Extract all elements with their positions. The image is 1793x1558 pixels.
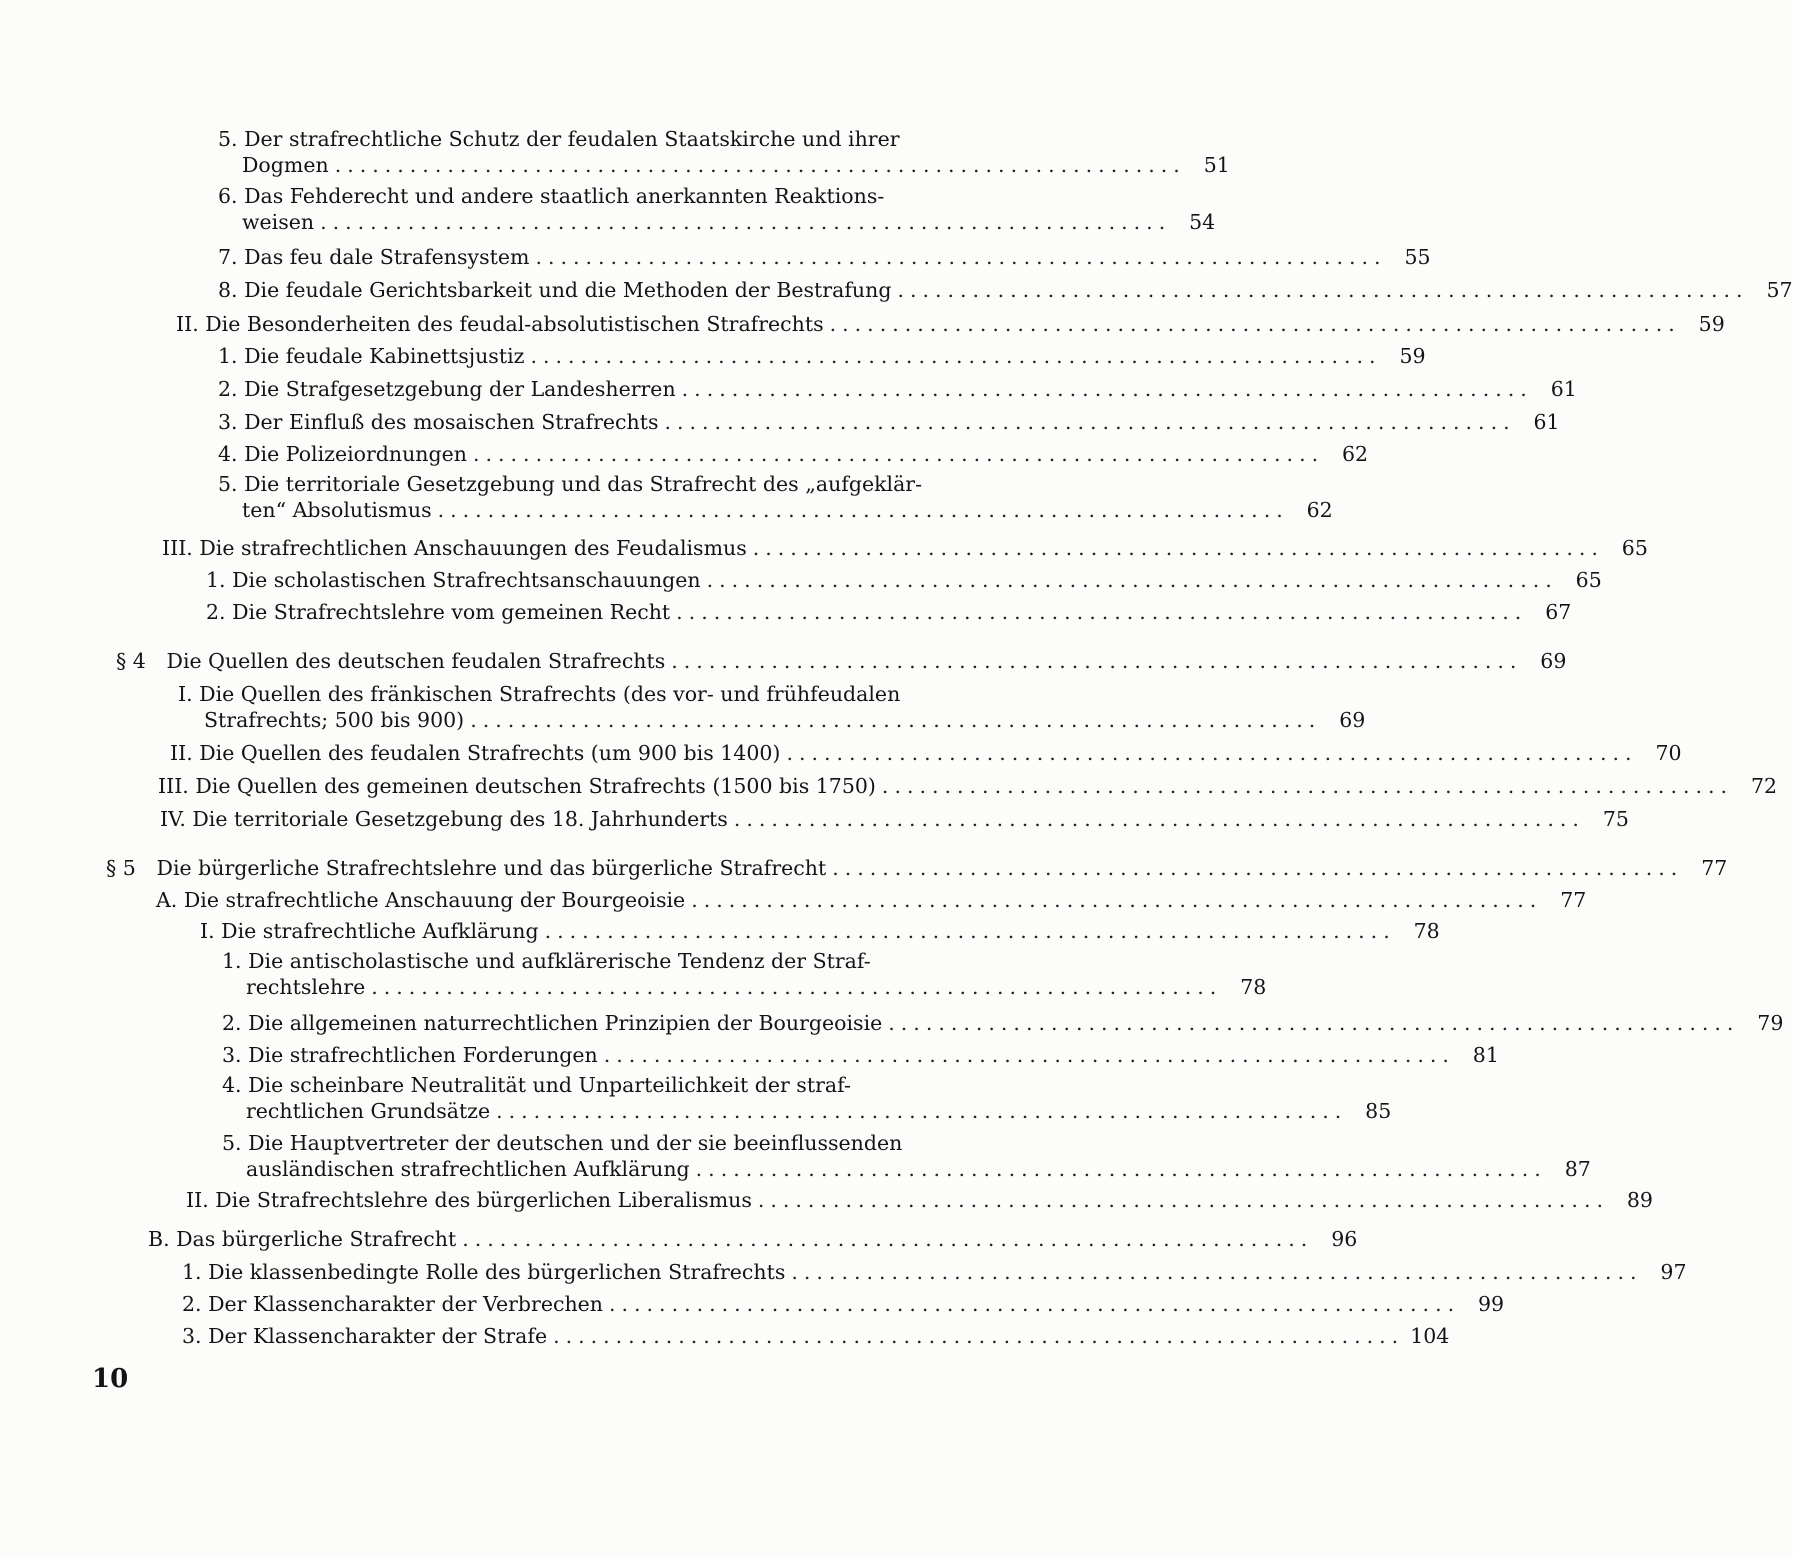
- entry-page: 97: [1660, 1260, 1687, 1284]
- entry-page: 62: [1342, 442, 1369, 466]
- entry-page: 70: [1655, 741, 1682, 765]
- entry-title: Die Hauptvertreter der deutschen und der sie beeinflussenden: [248, 1131, 903, 1155]
- entry-page: 89: [1626, 1188, 1653, 1212]
- toc-entry: 2. Die allgemeinen naturrechtlichen Prinzipien der Bourgeoisie .................................................................... 79: [222, 1011, 1784, 1035]
- entry-number: 5.: [222, 1131, 242, 1155]
- entry-page: 87: [1564, 1157, 1591, 1181]
- toc-entry: 4. Die Polizeiordnungen .................................................................... 62: [218, 442, 1369, 466]
- entry-number: 6.: [218, 184, 238, 208]
- entry-number: II.: [186, 1188, 209, 1212]
- entry-title: Der Klassencharakter der Strafe: [208, 1324, 548, 1348]
- entry-number: A.: [156, 888, 178, 912]
- entry-title: Die territoriale Gesetzgebung und das Strafrecht des „aufgeklär-: [244, 472, 923, 496]
- entry-title: Die Besonderheiten des feudal-absolutistischen Strafrechts: [205, 312, 824, 336]
- entry-title: Der strafrechtliche Schutz der feudalen Staatskirche und ihrer: [244, 127, 900, 151]
- entry-number: 1.: [182, 1260, 202, 1284]
- entry-page: 67: [1545, 600, 1572, 624]
- toc-entry: 5. Die territoriale Gesetzgebung und das Strafrecht des „aufgeklär- ten“ Absolutismus .................................................................... 62: [218, 472, 1333, 522]
- entry-number: 5.: [218, 472, 238, 496]
- toc-entry: A. Die strafrechtliche Anschauung der Bourgeoisie .................................................................... 77: [156, 888, 1587, 912]
- entry-number: 5.: [218, 127, 238, 151]
- entry-page: 51: [1203, 153, 1230, 177]
- entry-page: 96: [1331, 1227, 1358, 1251]
- entry-page: 57: [1766, 278, 1793, 302]
- entry-title: Die Quellen des gemeinen deutschen Strafrechts (1500 bis 1750): [195, 774, 876, 798]
- entry-number: 3.: [222, 1043, 242, 1067]
- entry-page: 72: [1750, 774, 1778, 798]
- entry-number: 1.: [218, 344, 238, 368]
- entry-page: 59: [1399, 344, 1426, 368]
- entry-number: I.: [200, 919, 215, 943]
- toc-entry: 3. Die strafrechtlichen Forderungen .................................................................... 81: [222, 1043, 1499, 1067]
- entry-title: Die antischolastische und aufklärerische Tendenz der Straf-: [248, 949, 871, 973]
- entry-number: III.: [158, 774, 189, 798]
- entry-title: Die klassenbedingte Rolle des bürgerlichen Strafrechts: [208, 1260, 786, 1284]
- entry-title-cont: Strafrechts; 500 bis 900): [204, 708, 465, 732]
- entry-title-cont: ten“ Absolutismus: [242, 498, 432, 522]
- entry-title: Die bürgerliche Strafrechtslehre und das bürgerliche Strafrecht: [156, 856, 827, 880]
- toc-entry: 3. Der Klassencharakter der Strafe .................................................................... 104: [182, 1324, 1450, 1348]
- entry-page: 54: [1189, 210, 1216, 234]
- entry-page: 85: [1365, 1099, 1392, 1123]
- toc-entry: § 5 Die bürgerliche Strafrechtslehre und das bürgerliche Strafrecht .................................................................... 77: [106, 856, 1728, 880]
- entry-title-cont: Dogmen: [242, 153, 329, 177]
- toc-entry: 1. Die klassenbedingte Rolle des bürgerlichen Strafrechts .................................................................... 97: [182, 1260, 1687, 1284]
- entry-title: Die strafrechtlichen Anschauungen des Feudalismus: [199, 536, 747, 560]
- entry-title: Die Strafrechtslehre vom gemeinen Recht: [232, 600, 671, 624]
- toc-entry: B. Das bürgerliche Strafrecht .................................................................... 96: [148, 1227, 1358, 1251]
- entry-number: 2.: [206, 600, 226, 624]
- entry-title-cont: rechtslehre: [246, 975, 366, 999]
- toc-entry: II. Die Quellen des feudalen Strafrechts (um 900 bis 1400) .................................................................... 70: [170, 741, 1682, 765]
- entry-title-cont: ausländischen strafrechtlichen Aufklärung: [246, 1157, 690, 1181]
- entry-page: 104: [1410, 1324, 1450, 1348]
- entry-page: 61: [1533, 410, 1560, 434]
- entry-page: 61: [1550, 377, 1577, 401]
- entry-number: II.: [176, 312, 199, 336]
- toc-entry: 2. Der Klassencharakter der Verbrechen .................................................................... 99: [182, 1292, 1505, 1316]
- toc-entry: II. Die Strafrechtslehre des bürgerlichen Liberalismus .................................................................... 89: [186, 1188, 1653, 1212]
- entry-number: B.: [148, 1227, 170, 1251]
- toc-entry: 1. Die antischolastische und aufklärerische Tendenz der Straf- rechtslehre .................................................................... 78: [222, 949, 1267, 999]
- entry-number: IV.: [160, 807, 186, 831]
- entry-number: II.: [170, 741, 193, 765]
- entry-page: 99: [1478, 1292, 1505, 1316]
- toc-entry: 6. Das Fehderecht und andere staatlich anerkannten Reaktions- weisen .................................................................... 54: [218, 184, 1216, 234]
- toc-entry: 4. Die scheinbare Neutralität und Unparteilichkeit der straf- rechtlichen Grundsätze .................................................................... 85: [222, 1073, 1392, 1123]
- entry-title-cont: rechtlichen Grundsätze: [246, 1099, 491, 1123]
- entry-page: 69: [1540, 649, 1567, 673]
- toc-entry: III. Die Quellen des gemeinen deutschen Strafrechts (1500 bis 1750) .................................................................... 72: [158, 774, 1778, 798]
- entry-number: § 4: [116, 649, 146, 673]
- entry-number: 7.: [218, 245, 238, 269]
- entry-title: Die Quellen des feudalen Strafrechts (um 900 bis 1400): [199, 741, 781, 765]
- toc-entry: 2. Die Strafgesetzgebung der Landesherren .................................................................... 61: [218, 377, 1577, 401]
- entry-title: Die feudale Kabinettsjustiz: [244, 344, 525, 368]
- entry-number: § 5: [106, 856, 136, 880]
- page-number: 10: [92, 1364, 129, 1394]
- entry-title: Die strafrechtliche Anschauung der Bourgeoisie: [183, 888, 686, 912]
- toc-entry: 7. Das feu dale Strafensystem .................................................................... 55: [218, 245, 1431, 269]
- entry-title: Das Fehderecht und andere staatlich anerkannten Reaktions-: [244, 184, 885, 208]
- entry-page: 55: [1404, 245, 1431, 269]
- toc-entry: 5. Der strafrechtliche Schutz der feudalen Staatskirche und ihrer Dogmen .................................................................... 51: [218, 127, 1230, 177]
- entry-page: 77: [1560, 888, 1587, 912]
- entry-title: Die scheinbare Neutralität und Unparteilichkeit der straf-: [248, 1073, 851, 1097]
- entry-number: 3.: [182, 1324, 202, 1348]
- entry-number: 2.: [182, 1292, 202, 1316]
- entry-title: Die Quellen des fränkischen Strafrechts (des vor- und frühfeudalen: [199, 682, 901, 706]
- toc-entry: 2. Die Strafrechtslehre vom gemeinen Recht .................................................................... 67: [206, 600, 1572, 624]
- toc-entry: § 4 Die Quellen des deutschen feudalen Strafrechts .................................................................... 69: [116, 649, 1567, 673]
- toc-entry: I. Die Quellen des fränkischen Strafrechts (des vor- und frühfeudalen Strafrechts; 500 bis 900) .................................................................... 69: [178, 682, 1366, 732]
- toc-entry: I. Die strafrechtliche Aufklärung .................................................................... 78: [200, 919, 1440, 943]
- entry-title: Das feu dale Strafensystem: [244, 245, 530, 269]
- toc-entry: II. Die Besonderheiten des feudal-absolutistischen Strafrechts .................................................................... 59: [176, 312, 1725, 336]
- entry-title: Der Klassencharakter der Verbrechen: [208, 1292, 603, 1316]
- toc-entry: 1. Die feudale Kabinettsjustiz .................................................................... 59: [218, 344, 1426, 368]
- entry-title: Die feudale Gerichtsbarkeit und die Methoden der Bestrafung: [244, 278, 892, 302]
- entry-page: 79: [1757, 1011, 1784, 1035]
- entry-page: 69: [1339, 708, 1366, 732]
- toc-entry: 8. Die feudale Gerichtsbarkeit und die Methoden der Bestrafung .................................................................... 57: [218, 278, 1793, 302]
- entry-title: Das bürgerliche Strafrecht: [176, 1227, 457, 1251]
- entry-number: 3.: [218, 410, 238, 434]
- entry-page: 81: [1472, 1043, 1499, 1067]
- toc-entry: 3. Der Einfluß des mosaischen Strafrechts .................................................................... 61: [218, 410, 1560, 434]
- entry-page: 78: [1240, 975, 1267, 999]
- toc-entry: IV. Die territoriale Gesetzgebung des 18. Jahrhunderts .................................................................... 75: [160, 807, 1629, 831]
- entry-page: 59: [1698, 312, 1725, 336]
- entry-number: 8.: [218, 278, 238, 302]
- entry-number: 4.: [218, 442, 238, 466]
- entry-title: Die strafrechtliche Aufklärung: [221, 919, 539, 943]
- entry-page: 78: [1413, 919, 1440, 943]
- entry-title: Die Polizeiordnungen: [244, 442, 467, 466]
- entry-title: Der Einfluß des mosaischen Strafrechts: [244, 410, 659, 434]
- entry-title: Die Strafgesetzgebung der Landesherren: [244, 377, 676, 401]
- toc-entry: 1. Die scholastischen Strafrechtsanschauungen .................................................................... 65: [206, 568, 1602, 592]
- toc-entry: III. Die strafrechtlichen Anschauungen des Feudalismus .................................................................... 65: [162, 536, 1648, 560]
- entry-number: I.: [178, 682, 193, 706]
- entry-title: Die territoriale Gesetzgebung des 18. Jahrhunderts: [192, 807, 728, 831]
- entry-number: 2.: [222, 1011, 242, 1035]
- entry-title: Die strafrechtlichen Forderungen: [248, 1043, 598, 1067]
- entry-page: 62: [1306, 498, 1333, 522]
- entry-title: Die Strafrechtslehre des bürgerlichen Liberalismus: [215, 1188, 752, 1212]
- entry-title: Die Quellen des deutschen feudalen Strafrechts: [166, 649, 666, 673]
- entry-number: 4.: [222, 1073, 242, 1097]
- entry-number: III.: [162, 536, 193, 560]
- entry-page: 65: [1621, 536, 1648, 560]
- entry-number: 1.: [222, 949, 242, 973]
- entry-title: Die allgemeinen naturrechtlichen Prinzipien der Bourgeoisie: [248, 1011, 883, 1035]
- entry-page: 75: [1602, 807, 1629, 831]
- entry-title: Die scholastischen Strafrechtsanschauungen: [232, 568, 701, 592]
- entry-page: 65: [1575, 568, 1602, 592]
- entry-number: 2.: [218, 377, 238, 401]
- toc-entry: 5. Die Hauptvertreter der deutschen und der sie beeinflussenden ausländischen strafrechtlichen Aufklärung .................................................................... 87: [222, 1131, 1591, 1181]
- entry-page: 77: [1701, 856, 1728, 880]
- entry-number: 1.: [206, 568, 226, 592]
- entry-title-cont: weisen: [242, 210, 315, 234]
